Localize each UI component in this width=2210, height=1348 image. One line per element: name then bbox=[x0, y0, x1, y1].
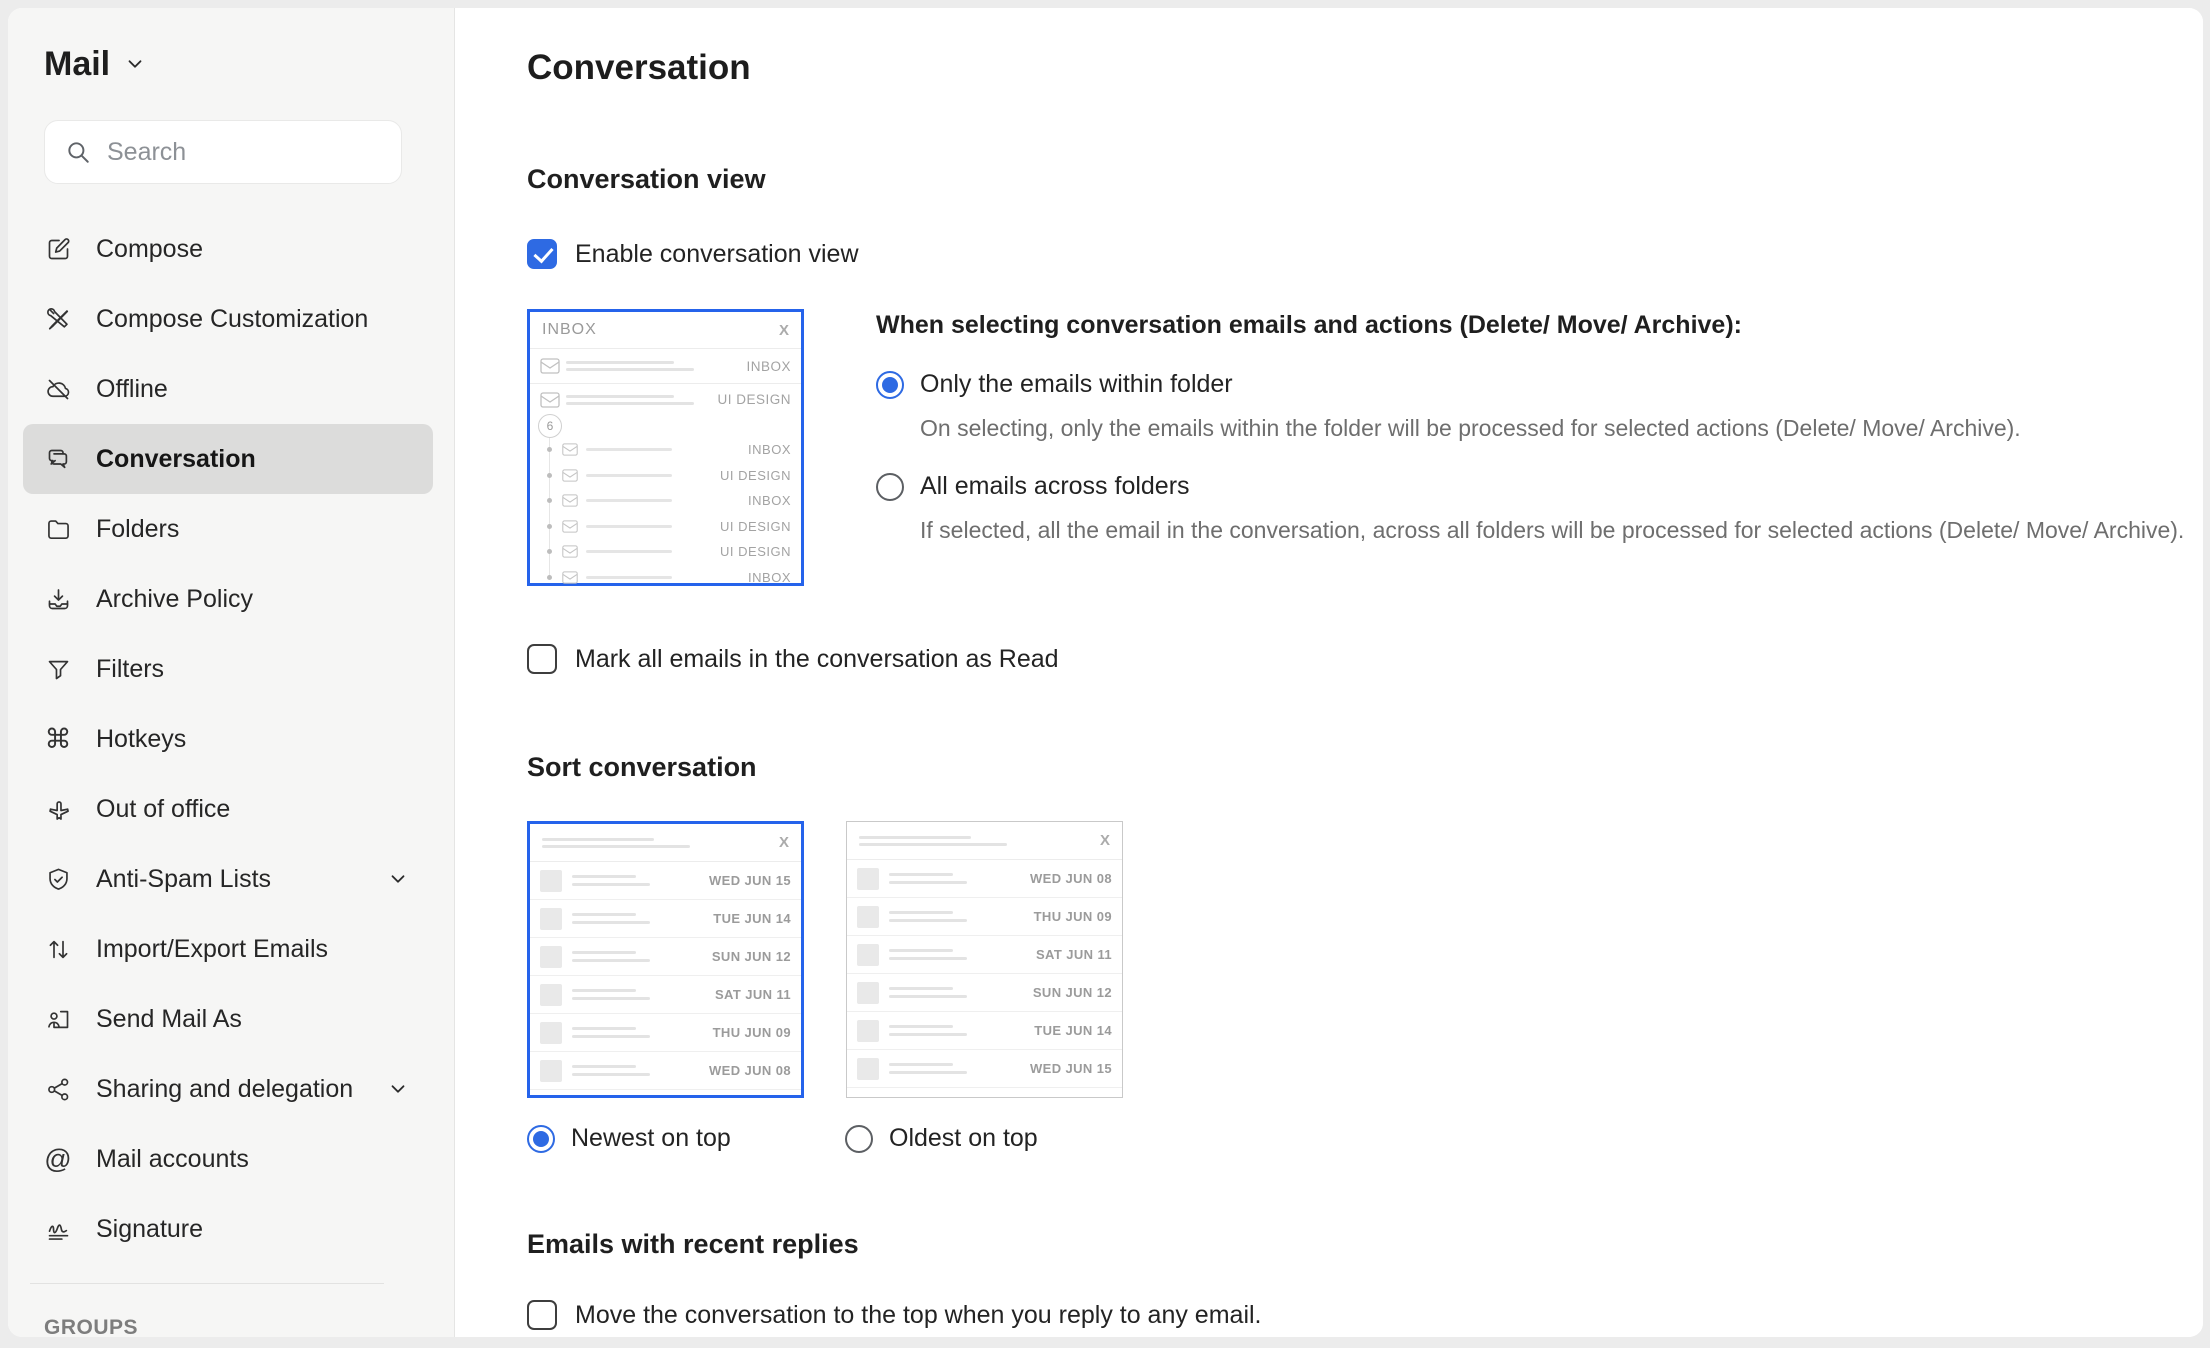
signature-icon bbox=[44, 1215, 72, 1243]
sidebar-item-label: Compose bbox=[96, 234, 203, 263]
sidebar-item-archive-policy[interactable] bbox=[23, 564, 433, 634]
sort-preview-row: SAT JUN 11 bbox=[530, 976, 801, 1014]
avatar-placeholder bbox=[857, 906, 879, 928]
sort-preview-row: THU JUN 09 bbox=[530, 1014, 801, 1052]
sidebar-item-label: Signature bbox=[96, 1214, 204, 1243]
selection-behaviour-heading: When selecting conversation emails and actions (Delete/ Move/ Archive): bbox=[876, 311, 1742, 339]
sidebar-item-label: Hotkeys bbox=[96, 724, 187, 753]
sidebar-item-label: Import/Export Emails bbox=[96, 934, 329, 963]
offline-icon bbox=[44, 375, 72, 403]
newest-on-top-illustration bbox=[527, 821, 804, 1098]
sort-preview-row: WED JUN 08 bbox=[530, 1052, 801, 1090]
command-icon: ⌘ bbox=[44, 724, 72, 754]
sidebar-item-label: Archive Policy bbox=[96, 584, 253, 613]
app-switcher[interactable] bbox=[44, 38, 454, 90]
preview-thread-row: UI DESIGN bbox=[530, 539, 801, 565]
recent-replies-heading: Emails with recent replies bbox=[527, 1229, 859, 1259]
sidebar-item-send-mail-as[interactable] bbox=[23, 984, 433, 1054]
envelope-icon bbox=[562, 545, 578, 558]
preview-inbox-title: INBOX bbox=[542, 321, 597, 338]
bullet-dot bbox=[547, 549, 552, 554]
page-title: Conversation bbox=[527, 48, 751, 87]
only-emails-within-folder-radio[interactable] bbox=[876, 371, 904, 399]
bullet-dot bbox=[547, 447, 552, 452]
send-mail-as-icon bbox=[44, 1005, 72, 1033]
sidebar-item-label: Conversation bbox=[96, 444, 256, 473]
conversation-settings-panel bbox=[455, 8, 2203, 1337]
envelope-icon bbox=[540, 358, 560, 374]
avatar-placeholder bbox=[540, 1022, 562, 1044]
sidebar-item-label: Send Mail As bbox=[96, 1004, 242, 1033]
chevron-down-icon[interactable] bbox=[387, 868, 409, 890]
sidebar-item-anti-spam-lists[interactable] bbox=[23, 844, 433, 914]
app-title: Mail bbox=[44, 44, 111, 83]
all-emails-across-folders-radio[interactable] bbox=[876, 473, 904, 501]
move-conversation-top-checkbox[interactable] bbox=[527, 1300, 557, 1330]
bullet-dot bbox=[547, 498, 552, 503]
avatar-placeholder bbox=[857, 944, 879, 966]
envelope-icon bbox=[562, 494, 578, 507]
option-description: If selected, all the email in the conversation, across all folders will be processed for selected actions (Delete/ Move/ Archive). bbox=[920, 517, 2185, 543]
avatar-placeholder bbox=[540, 870, 562, 892]
sidebar-item-compose-customization[interactable] bbox=[23, 284, 433, 354]
preview-folder-label: INBOX bbox=[746, 358, 791, 374]
settings-sidebar bbox=[8, 8, 455, 1337]
sidebar-item-label: Offline bbox=[96, 374, 168, 403]
mark-all-read-label: Mark all emails in the conversation as Read bbox=[575, 644, 1059, 673]
import-export-icon bbox=[44, 935, 72, 963]
envelope-icon bbox=[540, 392, 560, 408]
preview-mail-row bbox=[530, 349, 801, 384]
sort-preview-row: WED JUN 15 bbox=[530, 862, 801, 900]
sort-preview-row: TUE JUN 14 bbox=[530, 900, 801, 938]
sort-preview-row: SUN JUN 12 bbox=[847, 974, 1122, 1012]
avatar-placeholder bbox=[857, 982, 879, 1004]
avatar-placeholder bbox=[857, 1020, 879, 1042]
shield-check-icon bbox=[44, 865, 72, 893]
preview-folder-label: UI DESIGN bbox=[717, 392, 791, 407]
chevron-down-icon bbox=[124, 53, 146, 75]
avatar-placeholder bbox=[540, 908, 562, 930]
move-conversation-top-label: Move the conversation to the top when you reply to any email. bbox=[575, 1300, 1262, 1329]
enable-conversation-view-row[interactable] bbox=[527, 239, 2203, 269]
groups-section-header: GROUPS bbox=[44, 1316, 139, 1337]
sidebar-item-offline[interactable] bbox=[23, 354, 433, 424]
compose-icon bbox=[44, 235, 72, 263]
close-icon: X bbox=[778, 834, 789, 851]
option-oldest-on-top[interactable]: Oldest on top bbox=[845, 1124, 1163, 1153]
sidebar-item-folders[interactable] bbox=[23, 494, 433, 564]
sort-preview-row: SAT JUN 11 bbox=[847, 936, 1122, 974]
preview-thread-row: UI DESIGN bbox=[530, 514, 801, 540]
sidebar-item-import-export-emails[interactable] bbox=[23, 914, 433, 984]
sidebar-item-label: Out of office bbox=[96, 794, 231, 823]
conversation-icon bbox=[44, 445, 72, 473]
oldest-on-top-radio[interactable] bbox=[845, 1125, 873, 1153]
sidebar-item-signature[interactable] bbox=[23, 1194, 433, 1264]
sidebar-item-label: Mail accounts bbox=[96, 1144, 249, 1173]
thread-count-badge: 6 bbox=[538, 414, 562, 438]
archive-icon bbox=[44, 585, 72, 613]
bullet-dot bbox=[547, 524, 552, 529]
preview-mail-row bbox=[530, 384, 801, 415]
sidebar-divider bbox=[30, 1283, 384, 1284]
enable-conversation-view-label: Enable conversation view bbox=[575, 239, 859, 268]
sort-conversation-heading: Sort conversation bbox=[527, 752, 757, 782]
settings-window bbox=[8, 8, 2203, 1337]
search-input[interactable] bbox=[107, 138, 357, 167]
sidebar-item-hotkeys[interactable] bbox=[23, 704, 433, 774]
filter-icon bbox=[44, 655, 72, 683]
preview-thread-row: INBOX bbox=[530, 488, 801, 514]
avatar-placeholder bbox=[540, 1060, 562, 1082]
sidebar-item-conversation[interactable] bbox=[23, 424, 433, 494]
sort-preview-row: THU JUN 09 bbox=[847, 898, 1122, 936]
option-description: On selecting, only the emails within the folder will be processed for selected actions (Delete/ Move/ Archive). bbox=[920, 415, 2021, 441]
sidebar-item-label: Filters bbox=[96, 654, 165, 683]
move-conversation-top-row[interactable] bbox=[527, 1300, 2203, 1330]
envelope-icon bbox=[562, 571, 578, 584]
sort-preview-row: WED JUN 15 bbox=[847, 1050, 1122, 1088]
oldest-on-top-illustration bbox=[846, 821, 1123, 1098]
compose-customization-icon bbox=[44, 305, 72, 333]
sidebar-search[interactable] bbox=[44, 120, 402, 184]
sidebar-item-label: Anti-Spam Lists bbox=[96, 864, 272, 893]
mark-all-read-row[interactable] bbox=[527, 644, 2203, 674]
sidebar-item-out-of-office[interactable] bbox=[23, 774, 433, 844]
sidebar-item-label: Compose Customization bbox=[96, 304, 369, 333]
chevron-down-icon[interactable] bbox=[387, 1078, 409, 1100]
preview-thread-row: INBOX bbox=[530, 437, 801, 463]
sidebar-item-label: Folders bbox=[96, 514, 180, 543]
sidebar-nav bbox=[44, 214, 454, 1264]
option-newest-on-top[interactable]: Newest on top bbox=[527, 1124, 845, 1153]
close-icon: X bbox=[1099, 832, 1110, 849]
envelope-icon bbox=[562, 443, 578, 456]
envelope-icon bbox=[562, 520, 578, 533]
at-sign-icon: @ bbox=[44, 1144, 72, 1174]
search-icon bbox=[65, 139, 91, 165]
preview-thread-list bbox=[530, 437, 801, 590]
preview-thread-row: INBOX bbox=[530, 565, 801, 591]
conversation-preview-illustration bbox=[527, 309, 804, 586]
conversation-view-heading: Conversation view bbox=[527, 164, 766, 194]
newest-on-top-radio[interactable] bbox=[527, 1125, 555, 1153]
avatar-placeholder bbox=[857, 868, 879, 890]
bullet-dot bbox=[547, 473, 552, 478]
avatar-placeholder bbox=[540, 984, 562, 1006]
sort-preview-row: SUN JUN 12 bbox=[530, 938, 801, 976]
preview-thread-row: UI DESIGN bbox=[530, 463, 801, 489]
folder-icon bbox=[44, 515, 72, 543]
bullet-dot bbox=[547, 575, 552, 580]
sidebar-item-mail-accounts[interactable] bbox=[23, 1124, 433, 1194]
option-only-emails-within-folder[interactable]: Only the emails within folder bbox=[876, 370, 2203, 399]
close-icon: X bbox=[778, 321, 789, 339]
enable-conversation-view-checkbox[interactable] bbox=[527, 239, 557, 269]
avatar-placeholder bbox=[540, 946, 562, 968]
airplane-icon bbox=[44, 795, 72, 823]
sort-preview-row: WED JUN 08 bbox=[847, 860, 1122, 898]
share-icon bbox=[44, 1075, 72, 1103]
mark-all-read-checkbox[interactable] bbox=[527, 644, 557, 674]
option-all-emails-across-folders[interactable]: All emails across folders bbox=[876, 472, 2203, 501]
sidebar-item-filters[interactable] bbox=[23, 634, 433, 704]
envelope-icon bbox=[562, 469, 578, 482]
sort-preview-row: TUE JUN 14 bbox=[847, 1012, 1122, 1050]
avatar-placeholder bbox=[857, 1058, 879, 1080]
sidebar-item-compose[interactable] bbox=[23, 214, 433, 284]
sidebar-item-sharing-and-delegation[interactable] bbox=[23, 1054, 433, 1124]
sidebar-item-label: Sharing and delegation bbox=[96, 1074, 354, 1103]
